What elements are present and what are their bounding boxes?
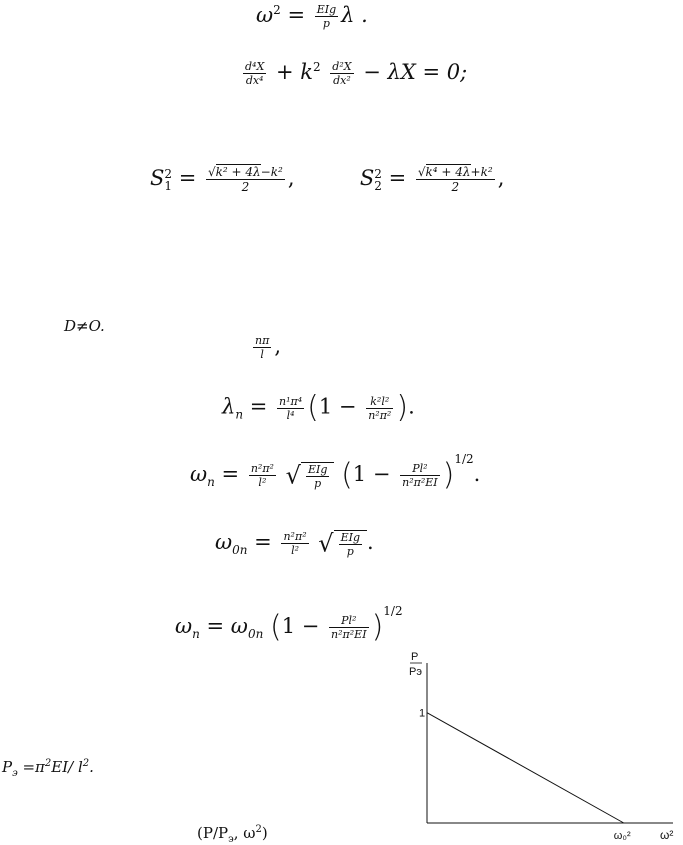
eq7-rden: p: [346, 545, 354, 558]
eq3-frac2: [416, 166, 495, 193]
y-tick-label: 1: [419, 707, 426, 720]
eq3-s2-sub: 2: [374, 178, 382, 193]
eq5-eq: =: [243, 394, 268, 419]
eq6-den2: n²π²EI: [402, 476, 438, 489]
x-tick-label: ω₀²: [613, 830, 631, 842]
eq3-frac2-num: √k⁴ + 4λ+k²: [417, 165, 493, 179]
eq-omega-n-relation: $\omega_n = \omega_{0n}$ (1 − $\frac{\text{Pl²}}{\text{n²π²EI}}$ )$^{1/2}$: [175, 604, 403, 645]
eq1-fraction: [315, 4, 338, 29]
eq6-num2: Pl²: [400, 463, 440, 476]
euler-rest: =π: [17, 758, 45, 776]
eq7-lhs: ω: [215, 530, 233, 554]
eq5-den2: n²π²: [368, 408, 392, 422]
euler-rest2: EI/ l: [51, 758, 83, 776]
eq3-s2: S: [359, 166, 375, 190]
eq-omega-0n: [215, 530, 374, 557]
eq6-exp: 1/2: [454, 452, 474, 466]
eq6-frac1: [249, 463, 276, 488]
eq3-s2-rad: k⁴ + 4λ: [425, 165, 471, 179]
coords-close: ): [261, 824, 268, 842]
determinant-condition: D≠O.: [64, 317, 105, 335]
eq-n-pi-over-l: [250, 335, 281, 360]
eq3-frac1: [206, 166, 285, 193]
eq1-equals: =: [280, 3, 306, 27]
eq4-num: nπ: [255, 334, 270, 347]
eq3-s1-sup: 2: [164, 166, 173, 181]
euler-sub: э: [12, 768, 18, 779]
eq1-tail: λ .: [341, 3, 368, 27]
eq-omega-n: $\omega_n$ = $\frac{\text{n²π²}}{\text{l²}}$ √ $\frac{\text{EIg}}{p}$ (1 − $\frac{\text{Pl²}}{\text{n²π²EI}}$ )$^{1/2}$.: [190, 452, 481, 493]
eq2-frac1: [243, 61, 266, 86]
eq6-frac2: [400, 463, 440, 488]
eq6-sub: n: [207, 475, 215, 490]
eq6-den: l²: [258, 476, 267, 489]
eq2-n2: d²X: [332, 60, 352, 73]
eq2-tail: − λX = 0;: [356, 60, 468, 84]
eq6-rnum: EIg: [307, 463, 328, 476]
euler-dot: .: [89, 758, 94, 776]
eq7-tail: .: [367, 530, 374, 554]
eq1-den: p: [322, 17, 330, 30]
eq3-s1-rad: k² + 4λ: [215, 165, 261, 179]
eq5-sub: n: [235, 407, 244, 422]
coords-exp: 2: [255, 824, 262, 835]
eq8-sub: n: [192, 627, 200, 642]
coords-text: (P/P: [197, 824, 229, 842]
x-axis-label: ω²: [660, 828, 674, 842]
chart-svg: [390, 645, 683, 844]
eq3-s1: S: [150, 166, 165, 190]
eq5-frac2: [366, 396, 393, 421]
eq6-rfrac: [306, 464, 329, 489]
eq5-frac1: [277, 396, 304, 421]
eq3-s1-after: −k²: [260, 165, 283, 179]
eq7-den: l²: [291, 544, 299, 557]
eq1-lhs-exp: 2: [273, 3, 281, 17]
eq3-s2-den: 2: [451, 180, 460, 194]
eq5-tail: .: [408, 394, 415, 419]
eq1-lhs: ω: [256, 3, 274, 27]
eq4-fraction: [253, 335, 271, 360]
eq7-sub: 0n: [232, 543, 248, 558]
coords-mid: , ω: [233, 824, 256, 842]
coordinates-label: [197, 824, 268, 845]
eq7-eq: =: [247, 530, 272, 554]
eq2-d1: dx⁴: [245, 74, 264, 87]
series-line: [427, 713, 624, 823]
y-label-den: Pэ: [409, 666, 422, 678]
eq8-sub2: 0n: [247, 627, 264, 642]
eq8-frac: [329, 615, 369, 640]
eq7-rfrac: [339, 532, 362, 557]
eq6-eq: =: [214, 462, 240, 486]
eq8-exp: 1/2: [383, 604, 403, 618]
load-frequency-chart: [390, 645, 683, 844]
eq3-frac1-num: √k² + 4λ−k²: [208, 165, 283, 179]
eq-differential: [240, 61, 467, 86]
eq6-one: 1 −: [352, 462, 391, 486]
eq5-lhs: λ: [222, 394, 236, 419]
eq6-lhs: ω: [190, 462, 208, 486]
eq5-den: l⁴: [286, 408, 295, 422]
eq7-frac1: [281, 531, 308, 556]
eq4-tail: ,: [274, 334, 282, 358]
eq5-num: n¹π⁴: [279, 394, 303, 408]
eq3-s2-sup: 2: [374, 166, 382, 181]
eq8-one: 1 −: [281, 614, 320, 638]
eq2-k-exp: 2: [312, 60, 321, 74]
y-label-num: P: [411, 651, 419, 663]
eq5-one: 1 −: [318, 394, 357, 419]
eq2-frac2: [330, 61, 353, 86]
eq-omega-squared: [256, 4, 368, 29]
eq2-d2: dx²: [333, 74, 351, 87]
euler-sym: P: [2, 758, 13, 776]
eq8-den: n²π²EI: [331, 628, 367, 641]
eq2-plus: + k: [269, 60, 313, 84]
eq3-s1-sub: 1: [164, 178, 173, 193]
euler-force: [2, 758, 94, 779]
eq3-comma2: ,: [497, 166, 505, 190]
eq8-num: Pl²: [329, 615, 369, 628]
eq-lambda-n: $\lambda_n$ = $\frac{\text{n¹π⁴}}{\text{l⁴}}$ (1 − $\frac{\text{k²l²}}{\text{n²π²}}$ ).: [222, 390, 415, 425]
eq3-eq2: =: [381, 166, 407, 190]
eq7-rnum: EIg: [340, 531, 361, 544]
eq8-eq: = ω: [199, 614, 248, 638]
eq3-eq1: =: [172, 166, 197, 190]
eq4-den: l: [260, 348, 264, 361]
eq1-num: EIg: [316, 3, 337, 16]
coords-sub: э: [228, 834, 234, 845]
euler-exp: 2: [44, 758, 52, 769]
euler-exp2: 2: [82, 758, 90, 769]
eq5-num2: k²l²: [366, 396, 393, 409]
eq8-lhs: ω: [175, 614, 193, 638]
eq6-rden: p: [314, 477, 322, 490]
eq3-s1-den: 2: [241, 180, 250, 194]
eq6-sqrt: √ $\frac{\text{EIg}}{p}$: [286, 462, 335, 489]
eq7-num: n²π²: [283, 530, 307, 543]
eq6-num: n²π²: [250, 462, 274, 475]
eq6-tail: .: [473, 462, 481, 486]
eq7-sqrt: √ $\frac{\text{EIg}}{p}$: [318, 530, 367, 557]
eq-roots: [150, 166, 504, 193]
eq3-comma1: ,: [287, 166, 295, 190]
eq2-n1: d⁴X: [245, 60, 265, 73]
eq3-s2-after: +k²: [470, 165, 493, 179]
